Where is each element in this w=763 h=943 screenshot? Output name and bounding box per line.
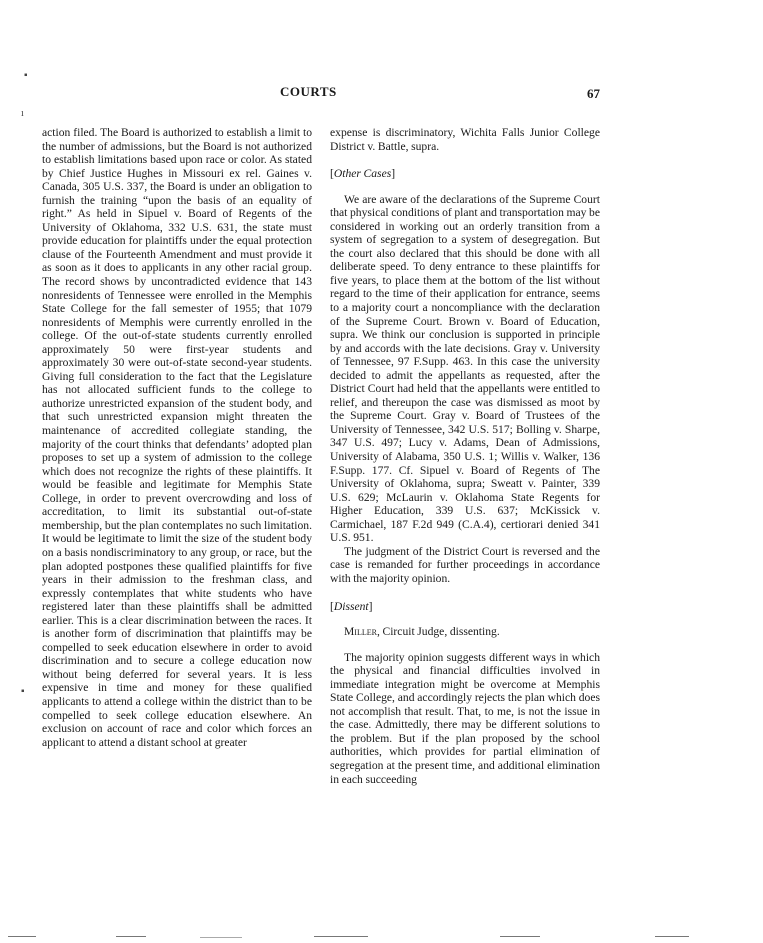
judge-line	[344, 625, 600, 639]
scan-artifact-line	[655, 936, 689, 937]
scan-mark: ▪	[24, 70, 28, 81]
right-column	[330, 126, 600, 786]
scan-artifact-line	[116, 936, 146, 937]
judge-title: , Circuit Judge, dissenting.	[376, 625, 500, 639]
left-column	[42, 126, 312, 749]
scan-artifact-line	[500, 936, 540, 937]
section-heading-dissent: [Dissent]	[330, 599, 373, 613]
scan-mark: ı	[21, 108, 24, 119]
scan-artifact-line	[200, 937, 242, 938]
body-paragraph: The majority opinion suggests different ways in which the physical and financial difficulties involved in immediate integration might be overcome at Memphis State College, and accordingly rejects the plan which does not accomplish that result. That, to me, is not the issue in the case. Admittedly, there may be different solutions to the problem. But if the plan proposed by the school authorities, which provides for partial elimination of segregation at the present time, and additional elimination in each succeeding	[330, 650, 600, 786]
body-paragraph: expense is discriminatory, Wichita Falls Junior College District v. Battle, supra.	[330, 126, 600, 153]
body-paragraph: The judgment of the District Court is reversed and the case is remanded for further proceedings in accordance with the majority opinion.	[330, 544, 600, 585]
page-number: 67	[587, 86, 600, 101]
scan-artifact-line	[8, 936, 36, 937]
scan-artifact-line	[314, 936, 368, 937]
scan-mark: ▪	[21, 686, 25, 697]
body-paragraph: We are aware of the declarations of the Supreme Court that physical conditions of plant and transportation may be considered in working out an orderly transition from a system of segregation to a system of desegregation. But the court also declared that this should be done with all deliberate speed. To deny entrance to these plaintiffs for five years, to place them at the bottom of the list without regard to the time of their application for entrance, seems to a majority court a noncompliance with the declaration of the Supreme Court. Brown v. Board of Education, supra. We think our conclusion is supported in principle by and accords with the late decisions. Gray v. University of Tennessee, 97 F.Supp. 463. In this case the university decided to admit the appellants as requested, after the District Court had held that the appellants were entitled to relief, and thereupon the case was dismissed as moot by the Supreme Court. Gray v. Board of Trustees of the University of Tennessee, 342 U.S. 517; Bolling v. Sharpe, 347 U.S. 497; Lucy v. Adams, Dean of Admissions, University of Alabama, 350 U.S. 1; Willis v. Walker, 136 F.Supp. 177. Cf. Sipuel v. Board of Regents of The University of Oklahoma, supra; Sweatt v. Painter, 339 U.S. 629; McLaurin v. Oklahoma State Regents for Higher Education, 339 U.S. 637; McKissick v. Carmichael, 187 F.2d 949 (C.A.4), certiorari denied 341 U.S. 951.	[330, 192, 600, 545]
section-heading-other-cases: [Other Cases]	[330, 167, 396, 181]
judge-name: Miller	[344, 625, 377, 639]
body-paragraph: action filed. The Board is authorized to establish a limit to the number of admissions, but the Board is not authorized to establish limitations based upon race or color. As stated by Chief Justice Hughes in Missouri ex rel. Gaines v. Canada, 305 U.S. 337, the Board is under an obligation to furnish the training “upon the basis of an equality of right.” As held in Sipuel v. Board of Regents of the University of Oklahoma, 332 U.S. 631, the state must provide education for plaintiffs under the equal protection clause of the Fourteenth Amendment and must provide it as soon as it does to applicants in any other racial group. The record shows by uncontradicted evidence that 143 nonresidents of Tennessee were enrolled in the Memphis State College for the fall semester of 1955; that 1079 nonresidents of Memphis were currently enrolled in the college. Of the out-of-state students currently enrolled approximately 50 were first-year students and approximately 30 were out-of-state second-year students. Giving full consideration to the fact that the Legislature has not allocated sufficient funds to the college to authorize unrestricted expansion of the student body, and that such unrestricted expansion might threaten the maintenance of accredited collegiate standing, the majority of the court thinks that defendants’ adopted plan proposes to set up a system of admission to the college which does not recognize the rights of these plaintiffs. It would be feasible and legitimate for Memphis State College, in order to prevent overcrowding and loss of accreditation, to limit its substantial out-of-state membership, but the plan contemplates no such limitation. It would be legitimate to limit the size of the student body on a basis nondiscriminatory to any group, or race, but the plan adopted postpones these qualified plaintiffs for five years in their admission to the freshman class, and expressly contemplates that white students who have registered later than these plaintiffs shall be admitted earlier. This is a clear discrimination between the races. It is another form of discrimination that plaintiffs may be compelled to seek education elsewhere in order to avoid discrimination and to secure a college education now without being deferred for several years. It is less expensive in time and money for these qualified applicants to attend a college within the district than to be compelled to seek college education elsewhere. An exclusion on account of race and color which forces an applicant to attend a distant school at greater	[42, 126, 312, 749]
running-head: COURTS	[280, 84, 337, 99]
